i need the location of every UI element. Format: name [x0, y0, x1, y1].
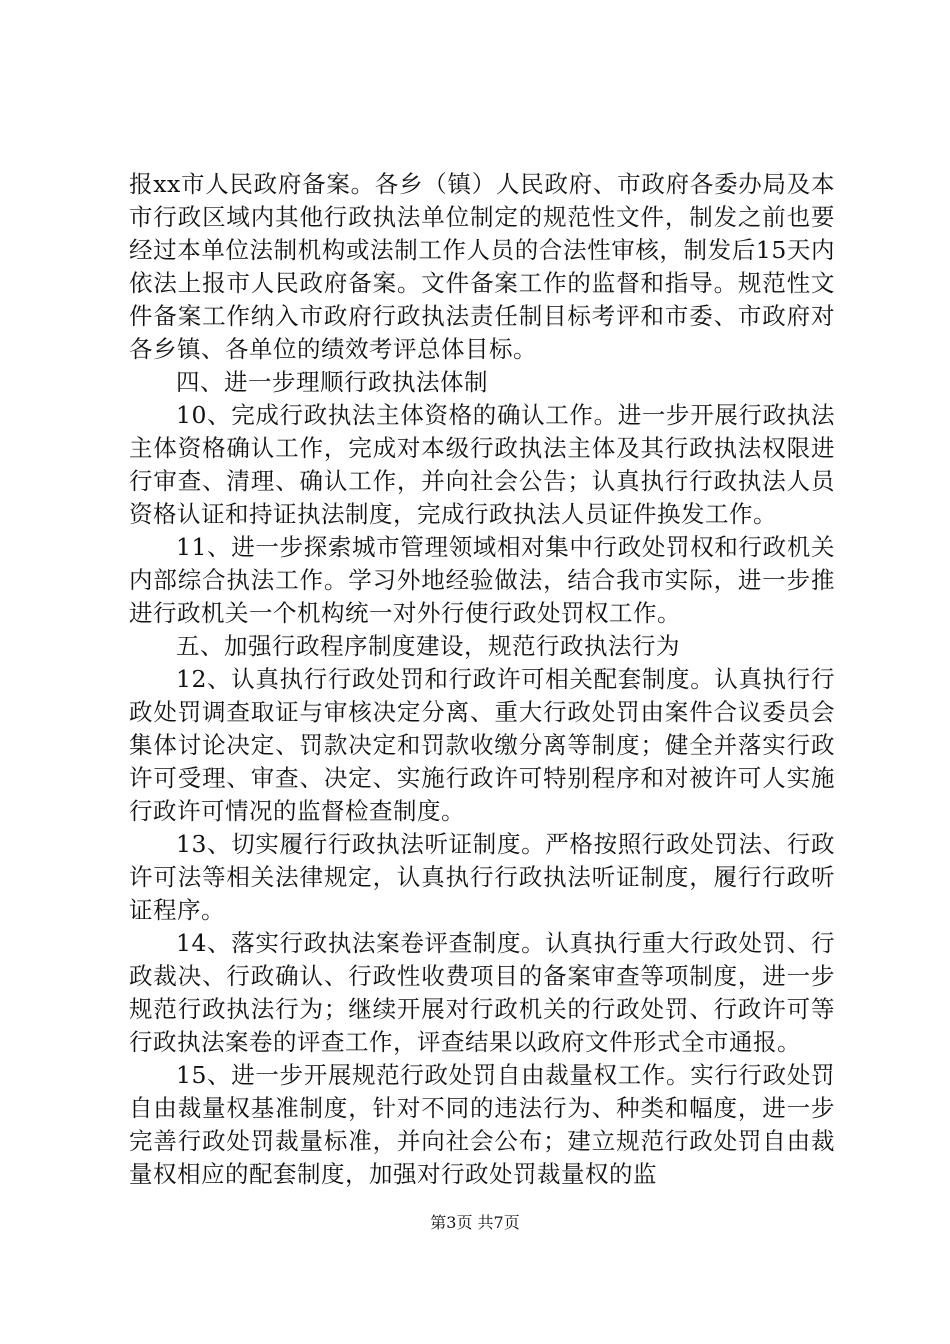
paragraph: 14、落实行政执法案卷评查制度。认真执行重大行政处罚、行政裁决、行政确认、行政性收费项目的备案审查等项制度，进一步规范行政执法行为；继续开展对行政机关的行政处罚、行政许可等行政执法案卷的评查工作，评查结果以政府文件形式全市通报。 — [129, 929, 835, 1056]
section-heading: 五、加强行政程序制度建设，规范行政执法行为 — [176, 632, 680, 660]
paragraph: 12、认真执行行政处罚和行政许可相关配套制度。认真执行行政处罚调查取证与审核决定分离、重大行政处罚由案件合议委员会集体讨论决定、罚款决定和罚款收缴分离等制度；健全并落实行政许可受理、审查、决定、实施行政许可特别程序和对被许可人实施行政许可情况的监督检查制度。 — [129, 665, 835, 825]
page-number-footer: 第3页 共7页 — [430, 1213, 520, 1232]
paragraph: 报xx市人民政府备案。各乡（镇）人民政府、市政府各委办局及本市行政区域内其他行政执法单位制定的规范性文件，制发之前也要经过本单位法制机构或法制工作人员的合法性审核，制发后15天内依法上报市人民政府备案。文件备案工作的监督和指导。规范性文件备案工作纳入市政府行政执法责任制目标考评和市委、市政府对各乡镇、各单位的绩效考评总体目标。 — [129, 170, 835, 363]
document-body — [129, 168, 835, 1191]
paragraph: 10、完成行政执法主体资格的确认工作。进一步开展行政执法主体资格确认工作，完成对本级行政执法主体及其行政执法权限进行审查、清理、确认工作，并向社会公告；认真执行行政执法人员资格认证和持证执法制度，完成行政执法人员证件换发工作。 — [129, 401, 835, 528]
section-heading: 四、进一步理顺行政执法体制 — [176, 368, 488, 396]
paragraph: 11、进一步探索城市管理领域相对集中行政处罚权和行政机关内部综合执法工作。学习外地经验做法，结合我市实际，进一步推进行政机关一个机构统一对外行使行政处罚权工作。 — [129, 533, 835, 627]
paragraph: 13、切实履行行政执法听证制度。严格按照行政处罚法、行政许可法等相关法律规定，认真执行行政执法听证制度，履行行政听证程序。 — [129, 830, 835, 924]
paragraph: 15、进一步开展规范行政处罚自由裁量权工作。实行行政处罚自由裁量权基准制度，针对不同的违法行为、种类和幅度，进一步完善行政处罚裁量标准，并向社会公布；建立规范行政处罚自由裁量权相应的配套制度，加强对行政处罚裁量权的监 — [129, 1061, 835, 1188]
